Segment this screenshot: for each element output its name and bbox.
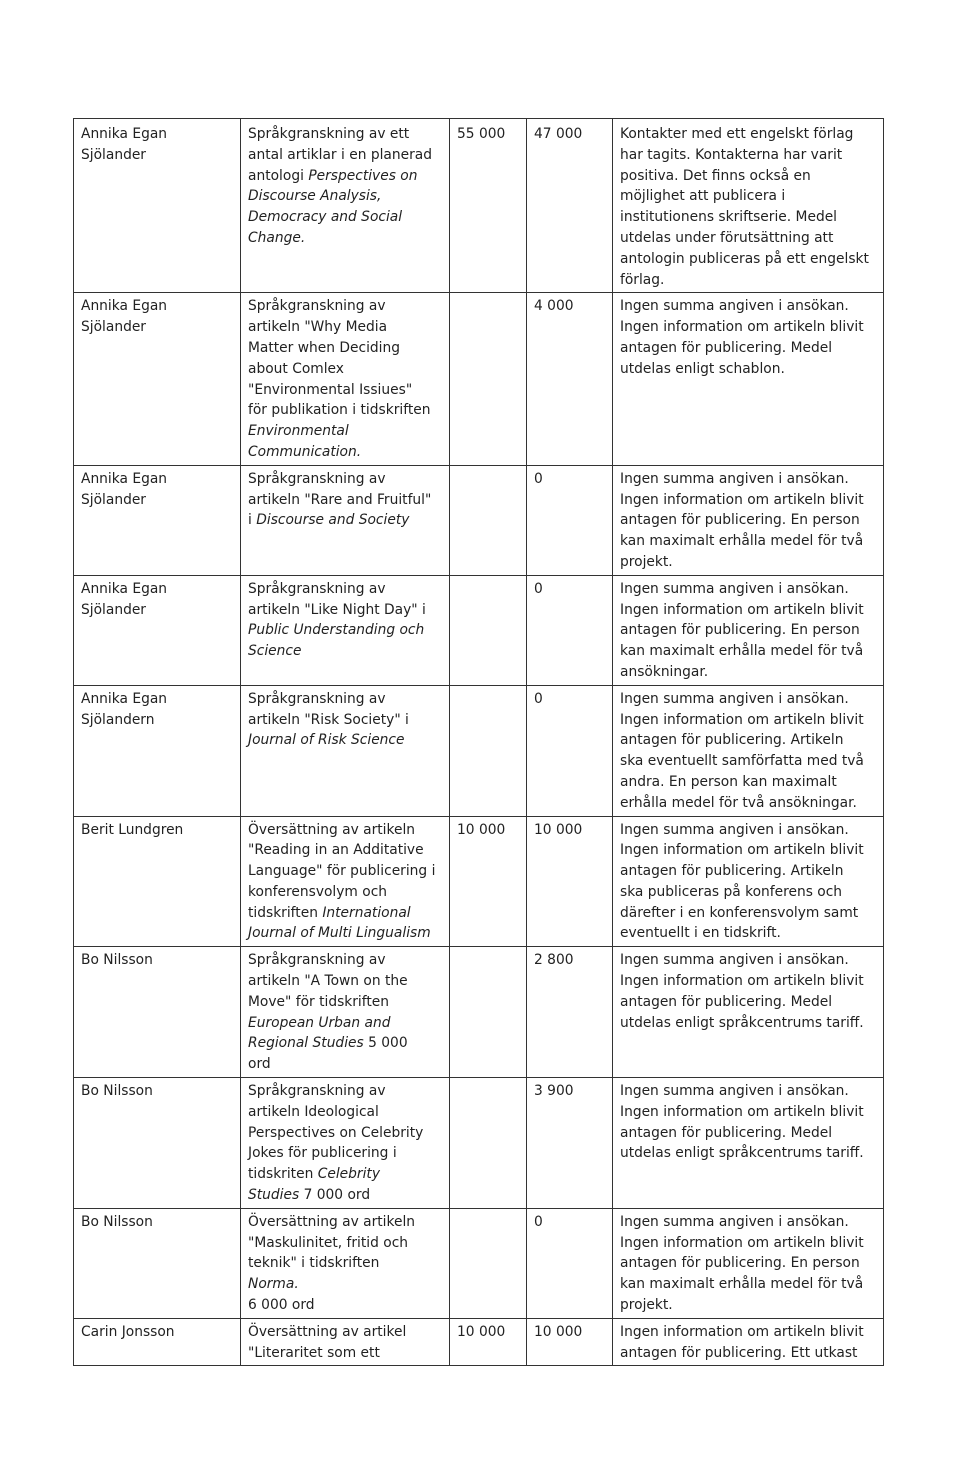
requested-amount-cell <box>450 816 527 947</box>
application-table <box>73 118 884 1366</box>
task-description-cell <box>241 575 450 685</box>
applicant-name-line: Bo Nilsson <box>81 1083 153 1100</box>
comment-line: erhålla medel för två ansökningar. <box>620 794 857 811</box>
comment-line: antagen för publicering. En person <box>620 1255 860 1272</box>
comment-line: Ingen summa angiven i ansökan. <box>620 690 849 707</box>
task-description-line <box>248 442 443 463</box>
comment-line: Ingen summa angiven i ansökan. <box>620 1213 849 1230</box>
table-body <box>74 119 884 1366</box>
task-description-line <box>248 186 443 207</box>
task-text: Matter when Deciding <box>248 339 400 356</box>
task-description-line <box>248 400 443 421</box>
task-description-line <box>248 228 443 249</box>
journal-title-text: International <box>322 904 411 921</box>
comment-cell <box>613 575 884 685</box>
granted-amount-cell <box>527 465 613 575</box>
task-description-line <box>248 861 443 882</box>
granted-amount: 2 800 <box>534 952 574 969</box>
comment-line: Ingen information om artikeln blivit <box>620 711 864 728</box>
task-description-line <box>248 421 443 442</box>
task-description-line <box>248 992 443 1013</box>
task-description-line <box>248 1033 443 1054</box>
task-text: Språkgranskning av <box>248 470 386 487</box>
comment-line: ansökningar. <box>620 663 709 680</box>
task-text: Språkgranskning av <box>248 1083 386 1100</box>
task-description-line <box>248 600 443 621</box>
applicant-name-cell <box>74 1078 241 1209</box>
task-text: teknik" i tidskriften <box>248 1255 380 1272</box>
task-description-line <box>248 1274 443 1295</box>
task-description-line <box>248 359 443 380</box>
comment-line: utdelas under förutsättning att <box>620 229 834 246</box>
journal-title-text: Communication. <box>248 443 362 460</box>
comment-line: antagen för publicering. En person <box>620 622 860 639</box>
comment-line: kan maximalt erhålla medel för två <box>620 643 864 660</box>
granted-amount-cell <box>527 1078 613 1209</box>
applicant-name-cell <box>74 293 241 465</box>
task-text: 5 000 <box>363 1035 408 1052</box>
comment-cell <box>613 816 884 947</box>
task-description-line <box>248 1233 443 1254</box>
task-description-line <box>248 124 443 145</box>
comment-line: Ingen information om artikeln blivit <box>620 842 864 859</box>
granted-amount-cell <box>527 685 613 816</box>
journal-title-text: Studies <box>248 1187 300 1204</box>
comment-line: utdelas enligt språkcentrums tariff. <box>620 1145 864 1162</box>
journal-title-text: Public Understanding och <box>248 622 425 639</box>
comment-line: andra. En person kan maximalt <box>620 773 837 790</box>
requested-amount-cell <box>450 1208 527 1318</box>
comment-line: antagen för publicering. Medel <box>620 1124 833 1141</box>
comment-line: antagen för publicering. En person <box>620 512 860 529</box>
comment-cell <box>613 1208 884 1318</box>
journal-title-text: Regional Studies <box>248 1035 364 1052</box>
task-text: tidskriften <box>248 904 323 921</box>
task-text: about Comlex <box>248 360 344 377</box>
comment-cell <box>613 293 884 465</box>
task-description-line <box>248 510 443 531</box>
comment-line: antologin publiceras på ett engelskt <box>620 250 869 267</box>
requested-amount-cell <box>450 575 527 685</box>
granted-amount: 0 <box>534 1213 543 1230</box>
journal-title-text: European Urban and <box>248 1014 391 1031</box>
task-description-line <box>248 1212 443 1233</box>
task-text: Perspectives on Celebrity <box>248 1124 424 1141</box>
task-text: "Environmental Issiues" <box>248 381 413 398</box>
task-description-line <box>248 1081 443 1102</box>
task-description-cell <box>241 816 450 947</box>
granted-amount-cell <box>527 1318 613 1366</box>
granted-amount: 4 000 <box>534 298 574 315</box>
granted-amount: 0 <box>534 470 543 487</box>
comment-line: Ingen information om artikeln blivit <box>620 973 864 990</box>
task-text: artikeln "Risk Society" i <box>248 711 409 728</box>
task-text: Språkgranskning av <box>248 298 386 315</box>
comment-cell <box>613 1318 884 1366</box>
journal-title-text: Perspectives on <box>308 167 418 184</box>
comment-cell <box>613 947 884 1078</box>
comment-cell <box>613 1078 884 1209</box>
task-description-line <box>248 579 443 600</box>
table-row <box>74 816 884 947</box>
task-description-line <box>248 1253 443 1274</box>
task-description-line <box>248 820 443 841</box>
task-description-line <box>248 1102 443 1123</box>
task-description-cell <box>241 465 450 575</box>
task-description-line <box>248 1054 443 1075</box>
task-description-cell <box>241 947 450 1078</box>
task-description-line <box>248 1013 443 1034</box>
comment-line: kan maximalt erhålla medel för två <box>620 1276 864 1293</box>
task-text: 6 000 ord <box>248 1297 315 1314</box>
comment-line: eventuellt i en tidskrift. <box>620 925 781 942</box>
granted-amount: 47 000 <box>534 126 583 142</box>
granted-amount: 10 000 <box>534 1323 583 1340</box>
task-description-line <box>248 903 443 924</box>
task-text: artikeln "Like Night Day" i <box>248 601 426 618</box>
task-description-line <box>248 490 443 511</box>
comment-line: Ingen summa angiven i ansökan. <box>620 1083 849 1100</box>
task-description-line <box>248 1322 443 1343</box>
comment-line: projekt. <box>620 553 673 570</box>
task-description-line <box>248 1143 443 1164</box>
task-description-line <box>248 950 443 971</box>
journal-title-text: Discourse and Society <box>256 512 410 529</box>
comment-line: har tagits. Kontakterna har varit <box>620 146 843 163</box>
applicant-name-cell <box>74 816 241 947</box>
granted-amount: 0 <box>534 690 543 707</box>
task-description-line <box>248 840 443 861</box>
applicant-name-cell <box>74 1208 241 1318</box>
comment-line: ska eventuellt samförfatta med två <box>620 753 864 770</box>
task-description-line <box>248 882 443 903</box>
comment-cell <box>613 685 884 816</box>
requested-amount-cell <box>450 1318 527 1366</box>
table-row <box>74 465 884 575</box>
granted-amount: 10 000 <box>534 821 583 838</box>
task-text: Language" för publicering i <box>248 863 436 880</box>
applicant-name-line: Annika Egan <box>81 580 168 597</box>
table-row <box>74 685 884 816</box>
applicant-name-cell <box>74 465 241 575</box>
task-description-line <box>248 145 443 166</box>
journal-title-text: Norma. <box>248 1276 299 1293</box>
granted-amount-cell <box>527 816 613 947</box>
applicant-name-line: Bo Nilsson <box>81 952 153 969</box>
comment-line: Ingen information om artikeln blivit <box>620 319 864 336</box>
table-row <box>74 575 884 685</box>
journal-title-text: Science <box>248 643 302 660</box>
applicant-name-line: Annika Egan <box>81 690 168 707</box>
applicant-name-line: Sjölander <box>81 319 146 336</box>
requested-amount-cell <box>450 1078 527 1209</box>
comment-cell <box>613 119 884 293</box>
task-text: tidskriten <box>248 1166 318 1183</box>
task-text: artikeln "A Town on the <box>248 973 408 990</box>
comment-line: ska publiceras på konferens och <box>620 883 843 900</box>
comment-line: därefter i en konferensvolym samt <box>620 904 859 921</box>
comment-line: kan maximalt erhålla medel för två <box>620 533 864 550</box>
task-description-line <box>248 207 443 228</box>
task-text: Översättning av artikeln <box>248 1213 416 1230</box>
comment-line: förlag. <box>620 271 665 288</box>
table-row <box>74 1208 884 1318</box>
task-description-line <box>248 469 443 490</box>
requested-amount: 10 000 <box>457 821 506 838</box>
task-text: konferensvolym och <box>248 883 388 900</box>
comment-line: antagen för publicering. Medel <box>620 993 833 1010</box>
task-text: "Literaritet som ett <box>248 1344 380 1361</box>
task-description-line <box>248 296 443 317</box>
comment-line: Ingen summa angiven i ansökan. <box>620 821 849 838</box>
comment-line: utdelas enligt schablon. <box>620 360 785 377</box>
task-description-line <box>248 1185 443 1206</box>
task-description-line <box>248 710 443 731</box>
task-description-line <box>248 1295 443 1316</box>
requested-amount: 55 000 <box>457 126 506 142</box>
task-text: Språkgranskning av <box>248 580 386 597</box>
requested-amount-cell <box>450 293 527 465</box>
comment-line: antagen för publicering. Artikeln <box>620 732 844 749</box>
task-description-cell <box>241 1208 450 1318</box>
comment-line: Ingen information om artikeln blivit <box>620 601 864 618</box>
applicant-name-line: Sjölander <box>81 601 146 618</box>
applicant-name-cell <box>74 1318 241 1366</box>
task-description-line <box>248 641 443 662</box>
task-description-line <box>248 1123 443 1144</box>
granted-amount-cell <box>527 947 613 1078</box>
table-row <box>74 1078 884 1209</box>
comment-line: Ingen information om artikeln blivit <box>620 491 864 508</box>
task-description-cell <box>241 1318 450 1366</box>
comment-line: positiva. Det finns också en <box>620 167 811 184</box>
task-text: Språkgranskning av <box>248 952 386 969</box>
journal-title-text: Discourse Analysis, <box>248 188 382 205</box>
task-description-line <box>248 730 443 751</box>
task-description-cell <box>241 1078 450 1209</box>
task-text: "Maskulinitet, fritid och <box>248 1234 409 1251</box>
comment-line: utdelas enligt språkcentrums tariff. <box>620 1014 864 1031</box>
task-description-line <box>248 338 443 359</box>
comment-line: Ingen information om artikeln blivit <box>620 1103 864 1120</box>
journal-title-text: Journal of Risk Science <box>248 732 405 749</box>
comment-line: möjlighet att publicera i <box>620 188 786 205</box>
granted-amount: 3 900 <box>534 1083 574 1100</box>
applicant-name-cell <box>74 947 241 1078</box>
applicant-name-line: Berit Lundgren <box>81 821 184 838</box>
comment-line: Ingen summa angiven i ansökan. <box>620 298 849 315</box>
journal-title-text: Celebrity <box>317 1166 381 1183</box>
task-text: artikeln Ideological <box>248 1103 379 1120</box>
task-text: Språkgranskning av <box>248 690 386 707</box>
applicant-name-line: Annika Egan <box>81 298 168 315</box>
applicant-name-line: Sjölandern <box>81 711 155 728</box>
granted-amount-cell <box>527 293 613 465</box>
journal-title-text: Journal of Multi Lingualism <box>248 925 431 942</box>
requested-amount: 10 000 <box>457 1323 506 1340</box>
task-text: för publikation i tidskriften <box>248 402 431 419</box>
comment-line: antagen för publicering. Artikeln <box>620 863 844 880</box>
requested-amount-cell <box>450 947 527 1078</box>
applicant-name-line: Annika Egan <box>81 126 168 142</box>
task-description-line <box>248 923 443 944</box>
task-text: ord <box>248 1056 271 1073</box>
table-row <box>74 293 884 465</box>
requested-amount-cell <box>450 119 527 293</box>
task-text: i <box>248 512 257 529</box>
granted-amount-cell <box>527 119 613 293</box>
comment-line: Ingen summa angiven i ansökan. <box>620 952 849 969</box>
comment-line: antagen för publicering. Medel <box>620 339 833 356</box>
table-row <box>74 119 884 293</box>
applicant-name-cell <box>74 685 241 816</box>
task-text: antologi <box>248 167 309 184</box>
comment-line: Ingen information om artikeln blivit <box>620 1234 864 1251</box>
journal-title-text: Change. <box>248 229 306 246</box>
applicant-name-line: Sjölander <box>81 491 146 508</box>
applicant-name-line: Annika Egan <box>81 470 168 487</box>
applicant-name-cell <box>74 575 241 685</box>
task-text: antal artiklar i en planerad <box>248 146 432 163</box>
comment-line: antagen för publicering. Ett utkast <box>620 1344 858 1361</box>
applicant-name-cell <box>74 119 241 293</box>
granted-amount-cell <box>527 575 613 685</box>
task-text: Jokes för publicering i <box>248 1145 397 1162</box>
task-description-line <box>248 317 443 338</box>
task-text: Översättning av artikel <box>248 1323 407 1340</box>
task-description-line <box>248 1164 443 1185</box>
task-description-line <box>248 166 443 187</box>
task-description-cell <box>241 685 450 816</box>
task-text: "Reading in an Additative <box>248 842 424 859</box>
task-text: Move" för tidskriften <box>248 993 390 1010</box>
applicant-name-line: Bo Nilsson <box>81 1213 153 1230</box>
task-description-line <box>248 1343 443 1364</box>
task-description-line <box>248 689 443 710</box>
comment-cell <box>613 465 884 575</box>
comment-line: Ingen summa angiven i ansökan. <box>620 580 849 597</box>
task-text: Översättning av artikeln <box>248 821 416 838</box>
applicant-name-line: Sjölander <box>81 146 146 163</box>
task-text: Språkgranskning av ett <box>248 126 410 142</box>
table-row <box>74 947 884 1078</box>
comment-line: Ingen summa angiven i ansökan. <box>620 470 849 487</box>
comment-line: projekt. <box>620 1297 673 1314</box>
task-description-cell <box>241 293 450 465</box>
applicant-name-line: Carin Jonsson <box>81 1323 175 1340</box>
task-text: artikeln "Rare and Fruitful" <box>248 491 432 508</box>
task-description-line <box>248 971 443 992</box>
task-description-line <box>248 380 443 401</box>
journal-title-text: Democracy and Social <box>248 209 403 226</box>
requested-amount-cell <box>450 685 527 816</box>
requested-amount-cell <box>450 465 527 575</box>
journal-title-text: Environmental <box>248 423 349 440</box>
task-text: artikeln "Why Media <box>248 319 388 336</box>
task-description-line <box>248 620 443 641</box>
granted-amount-cell <box>527 1208 613 1318</box>
table-row <box>74 1318 884 1366</box>
comment-line: Ingen information om artikeln blivit <box>620 1323 864 1340</box>
comment-line: Kontakter med ett engelskt förlag <box>620 126 854 142</box>
task-description-cell <box>241 119 450 293</box>
granted-amount: 0 <box>534 580 543 597</box>
task-text: 7 000 ord <box>299 1187 371 1204</box>
comment-line: institutionens skriftserie. Medel <box>620 209 838 226</box>
